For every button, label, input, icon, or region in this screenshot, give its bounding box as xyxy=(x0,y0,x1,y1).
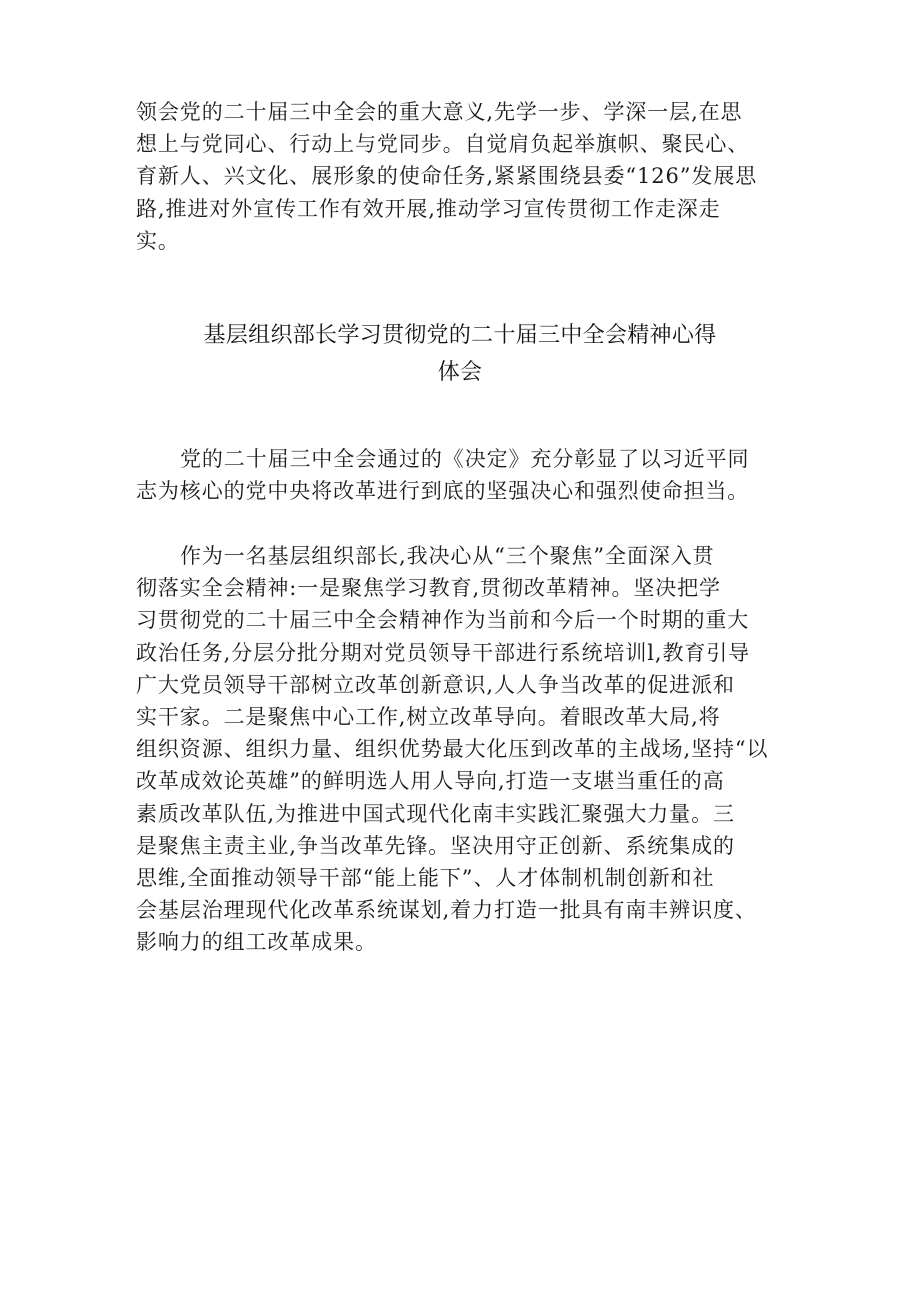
title-line: 体会 xyxy=(437,360,483,385)
text-line: 影响力的组工改革成果。 xyxy=(136,930,377,955)
text-line: 育新人、兴文化、展形象的使命任务,紧紧围绕县委“126”发展思 xyxy=(136,164,758,189)
text-line: 会基层治理现代化改革系统谋划,着力打造一批具有南丰辨识度、 xyxy=(136,898,757,923)
paragraph-2 xyxy=(136,540,796,958)
title-line: 基层组织部长学习贯彻党的二十届三中全会精神心得 xyxy=(203,323,717,348)
text-line: 想上与党同心、行动上与党同步。自觉肩负起举旗帜、聚民心、 xyxy=(136,132,750,157)
text-line: 作为一名基层组织部长,我决心从“三个聚焦”全面深入贯 xyxy=(180,544,715,568)
paragraph-1 xyxy=(136,443,796,507)
text-line: 志为核心的党中央将改革进行到底的坚强决心和强烈使命担当。 xyxy=(136,479,750,504)
text-line: 领会党的二十届三中全会的重大意义,先学一步、学深一层,在思 xyxy=(136,100,743,124)
text-line: 实。 xyxy=(136,228,180,253)
text-line: 习贯彻党的二十届三中全会精神作为当前和今后一个时期的重大 xyxy=(136,608,750,633)
article-title xyxy=(0,317,920,391)
text-line: 实干家。二是聚焦中心工作,树立改革导向。着眼改革大局,将 xyxy=(136,704,721,729)
text-line: 路,推进对外宣传工作有效开展,推动学习宣传贯彻工作走深走 xyxy=(136,196,721,221)
text-line: 思维,全面推动领导干部“能上能下”、人才体制机制创新和社 xyxy=(136,865,715,890)
text-line: 组织资源、组织力量、组织优势最大化压到改革的主战场,坚持“以 xyxy=(136,737,769,762)
previous-section-text xyxy=(136,96,796,257)
text-line: 政治任务,分层分批分期对党员领导干部进行系统培训l,教育引导 xyxy=(136,640,751,665)
text-line: 广大党员领导干部树立改革创新意识,人人争当改革的促进派和 xyxy=(136,672,735,697)
text-line: 改革成效论英雄”的鲜明选人用人导向,打造一支堪当重任的高 xyxy=(136,769,725,794)
text-line: 党的二十届三中全会通过的《决定》充分彰显了以习近平同 xyxy=(180,447,750,471)
text-line: 素质改革队伍,为推进中国式现代化南丰实践汇聚强大力量。三 xyxy=(136,801,735,826)
text-line: 是聚焦主责主业,争当改革先锋。坚决用守正创新、系统集成的 xyxy=(136,833,735,858)
text-line: 彻落实全会精神:一是聚焦学习教育,贯彻改革精神。坚决把学 xyxy=(136,576,721,601)
